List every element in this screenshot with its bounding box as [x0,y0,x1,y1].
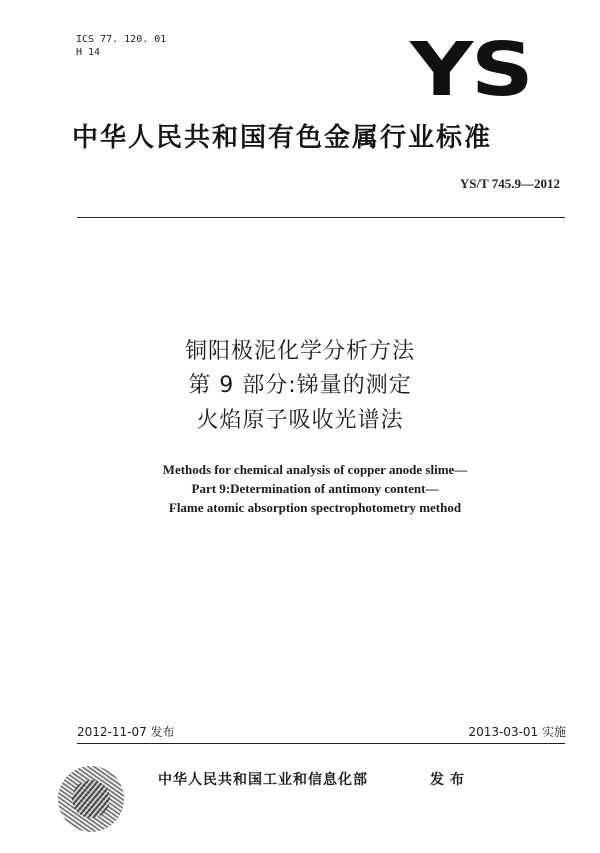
issue-date: 2012-11-07 发布 [77,725,175,739]
en-title-line-3: Flame atomic absorption spectrophotometry method [168,500,462,515]
en-title-line-1: Methods for chemical analysis of copper anode slime— [162,462,468,477]
cn-title-line-2: 第 9 部分:锑量的测定 [188,373,412,398]
issuing-authority: 中华人民共和国工业和信息化部 [158,772,368,788]
issuer-action: 发布 [430,772,470,788]
ys-logo: YS [410,27,532,113]
en-title-line-2: Part 9:Determination of antimony content— [191,481,439,496]
industry-standard-title: 中华人民共和国有色金属行业标准 [72,123,493,153]
standard-number: YS/T 745.9—2012 [459,176,560,191]
top-divider [77,217,565,218]
cn-title-line-1: 铜阳极泥化学分析方法 [184,339,415,364]
ics-code: ICS 77. 120. 01 [76,34,167,45]
ccs-code: H 14 [76,47,101,58]
seal-inner-pattern [72,780,110,818]
bottom-divider [77,743,565,744]
cn-title-line-3: 火焰原子吸收光谱法 [196,408,404,433]
implementation-date: 2013-03-01 实施 [468,725,566,739]
